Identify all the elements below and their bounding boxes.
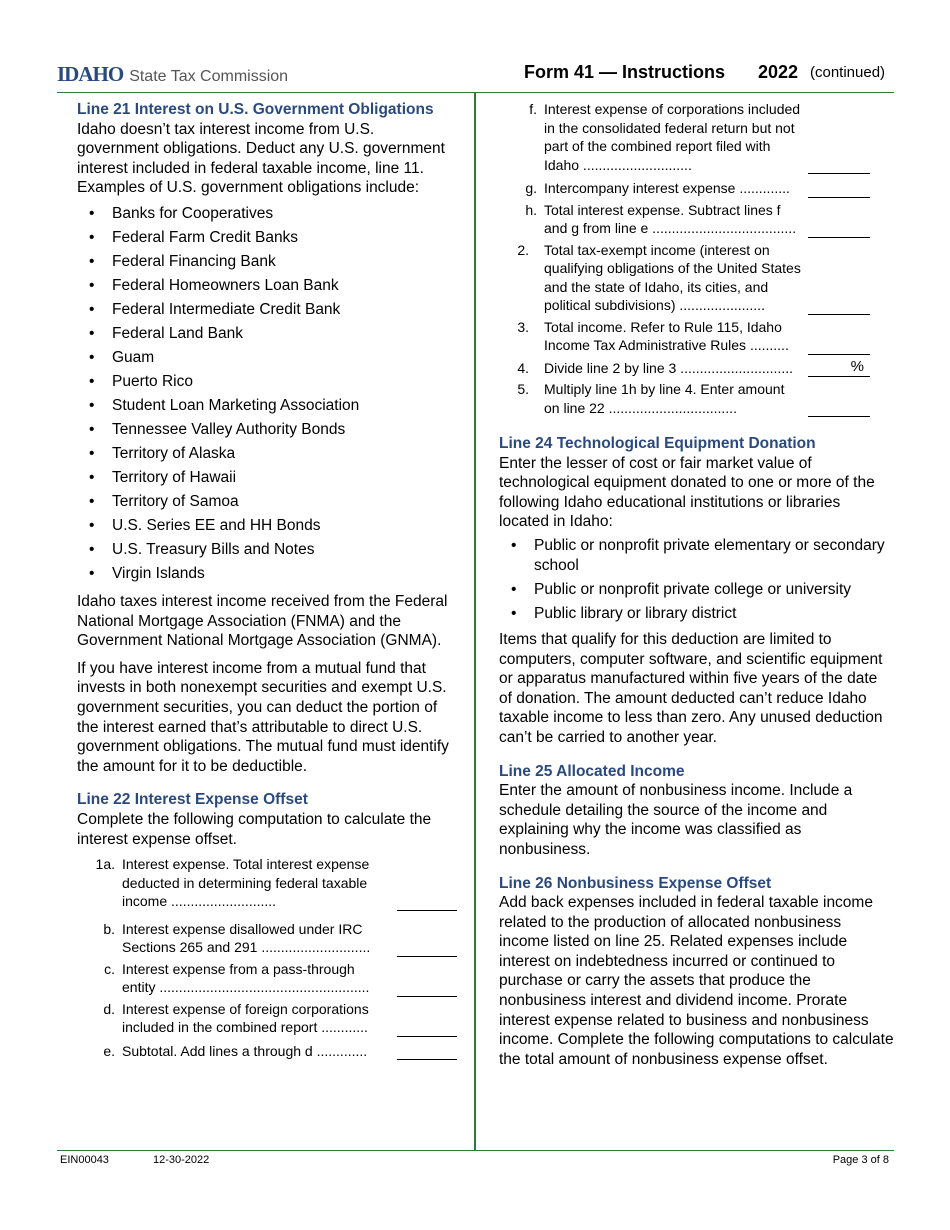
- row-text: Total interest expense. Subtract lines f and g from line e .....................................: [544, 201, 797, 236]
- computation-row-5: [499, 380, 894, 417]
- line21-paragraph-fnma: Idaho taxes interest income received from the Federal National Mortgage Association (FNMA) and the Government National Mortgage Association (GNMA).: [77, 592, 448, 650]
- column-divider: [474, 92, 476, 1150]
- footer-code: EIN00043: [60, 1154, 109, 1166]
- computation-row-1b: [77, 920, 457, 957]
- list-item: • Territory of Hawaii: [77, 466, 457, 490]
- row-label: g.: [525, 180, 537, 196]
- line21-heading: Line 21 Interest on U.S. Government Obligations: [77, 101, 434, 118]
- amount-line: [397, 910, 457, 911]
- row-label: 3.: [517, 318, 529, 335]
- line22-intro: Complete the following computation to calculate the interest expense offset.: [77, 810, 432, 848]
- computation-row-1e: [77, 1042, 457, 1061]
- row-label: h.: [525, 201, 537, 218]
- row-label: 5.: [517, 381, 529, 397]
- line25-heading: Line 25 Allocated Income: [499, 762, 685, 780]
- row-label: b.: [103, 920, 115, 937]
- row-label: 2.: [517, 241, 529, 258]
- list-item: • Territory of Alaska: [77, 442, 457, 466]
- amount-line: [808, 173, 870, 174]
- line22-heading: Line 22 Interest Expense Offset: [77, 791, 308, 809]
- row-text: Interest expense of corporations included in the consolidated federal return but not part of the combined report filed with Idaho ............................: [544, 101, 801, 173]
- list-item: • Public or nonprofit private college or university: [499, 580, 894, 600]
- amount-line: [808, 416, 870, 417]
- amount-line: [808, 354, 870, 355]
- list-item: • Federal Intermediate Credit Bank: [77, 298, 457, 322]
- amount-line: [808, 314, 870, 315]
- list-item: • Puerto Rico: [77, 370, 457, 394]
- left-column: [77, 100, 457, 1063]
- line24-heading: Line 24 Technological Equipment Donation: [499, 435, 816, 452]
- line24-paragraph: Items that qualify for this deduction are limited to computers, computer software, and scientific equipment or apparatus manufactured within five years of the date of donation. The amount deducted can’t reduce Idaho taxable income to less than zero. Any unused deduction can’t be carried to another year.: [499, 630, 883, 746]
- footer-date: 12-30-2022: [153, 1154, 210, 1166]
- form-title: Form 41 — Instructions: [524, 62, 726, 82]
- amount-line: [397, 956, 457, 957]
- computation-row-1d: [77, 1000, 457, 1037]
- list-item: • Guam: [77, 346, 457, 370]
- row-label: 1a.: [95, 856, 115, 873]
- row-text: Interest expense from a pass-through entity ......................................................: [122, 960, 370, 996]
- amount-line: [397, 996, 457, 997]
- list-item: • Federal Financing Bank: [77, 250, 457, 274]
- footer-rule: [57, 1150, 894, 1151]
- row-label: c.: [104, 960, 115, 977]
- amount-line: [397, 1036, 457, 1037]
- page-header: [0, 0, 950, 92]
- institutions-list: [499, 536, 894, 624]
- footer-page-number: Page 3 of 8: [832, 1154, 889, 1166]
- obligations-list: [77, 202, 457, 586]
- computation-row-1c: [77, 960, 457, 997]
- row-text: Total income. Refer to Rule 115, Idaho Income Tax Administrative Rules ..........: [544, 318, 789, 353]
- computation-row-1g: [499, 179, 894, 198]
- row-text: Interest expense. Total interest expense deducted in determining federal taxable income ...........................: [122, 856, 370, 910]
- computation-row-2: [499, 241, 894, 315]
- idaho-tax-logo: [57, 62, 288, 84]
- computation-row-1h: [499, 201, 894, 238]
- list-item: • Banks for Cooperatives: [77, 202, 457, 226]
- line26-heading: Line 26 Nonbusiness Expense Offset: [499, 874, 772, 892]
- line25-text: Enter the amount of nonbusiness income. Include a schedule detailing the source of the income and explaining why the income was classified as nonbusiness.: [499, 782, 853, 858]
- row-text: Divide line 2 by line 3 .............................: [544, 359, 793, 376]
- row-label: 4.: [517, 359, 529, 376]
- row-text: Interest expense of foreign corporations included in the combined report ............: [122, 1000, 369, 1036]
- amount-line: [808, 197, 870, 198]
- row-label: f.: [529, 101, 537, 117]
- line26-text: Add back expenses included in federal taxable income related to the production of allocated nonbusiness income listed on line 25. Related expenses include interest on indebtedness incurred or continued to purchase or carry the assets that produce the nonbusiness interest and dividend income. Prorate interest expense related to business and nonbusiness income. Complete the following computations to calculate the total amount of nonbusiness expense offset.: [499, 894, 894, 1068]
- form-year: 2022: [758, 62, 799, 82]
- logo-wordmark: IDAHO: [57, 62, 124, 86]
- list-item: • Virgin Islands: [77, 562, 457, 586]
- list-item: • U.S. Series EE and HH Bonds: [77, 514, 457, 538]
- computation-row-1a: [77, 855, 457, 911]
- line21-intro: Idaho doesn’t tax interest income from U.S. government obligations. Deduct any U.S. government interest included in federal taxable income, line 11. Examples of U.S. government obligations include:: [77, 120, 445, 197]
- amount-line: [808, 376, 870, 377]
- list-item: • U.S. Treasury Bills and Notes: [77, 538, 457, 562]
- list-item: • Student Loan Marketing Association: [77, 394, 457, 418]
- row-text: Subtotal. Add lines a through d .............: [122, 1042, 368, 1059]
- row-text: Intercompany interest expense .............: [544, 180, 790, 196]
- computation-row-3: [499, 318, 894, 355]
- agency-name: State Tax Commission: [129, 68, 289, 85]
- list-item: • Tennessee Valley Authority Bonds: [77, 418, 457, 442]
- amount-line: [808, 237, 870, 238]
- line21-paragraph-mutual-fund: If you have interest income from a mutual fund that invests in both nonexempt securities and exempt U.S. government securities, you can deduct the portion of the interest earned that’s attributable to direct U.S. government obligations. The mutual fund must identify the amount for it to be deductible.: [77, 659, 449, 775]
- row-text: Multiply line 1h by line 4. Enter amount on line 22 .................................: [544, 381, 785, 416]
- amount-line: [397, 1059, 457, 1060]
- line24-intro: Enter the lesser of cost or fair market value of technological equipment donated to one or more of the following Idaho educational institutions or libraries located in Idaho:: [499, 454, 875, 531]
- computation-row-1f: [499, 100, 894, 174]
- row-text: Interest expense disallowed under IRC Sections 265 and 291 ............................: [122, 920, 371, 956]
- list-item: • Federal Land Bank: [77, 322, 457, 346]
- row-label: d.: [103, 1000, 115, 1017]
- list-item: • Public or nonprofit private elementary or secondary school: [499, 536, 894, 576]
- percent-sign: %: [850, 357, 864, 375]
- computation-row-4: [499, 359, 894, 378]
- line22-computation: [77, 855, 457, 1060]
- list-item: • Public library or library district: [499, 604, 894, 624]
- row-text: Total tax-exempt income (interest on qualifying obligations of the United States and the state of Idaho, its cities, and political subdivisions) ......................: [544, 241, 801, 313]
- list-item: • Territory of Samoa: [77, 490, 457, 514]
- line22-computation-continued: [499, 100, 894, 417]
- right-column: [499, 100, 894, 1069]
- continued-label: (continued): [810, 64, 886, 81]
- list-item: • Federal Homeowners Loan Bank: [77, 274, 457, 298]
- row-label: e.: [103, 1042, 115, 1059]
- list-item: • Federal Farm Credit Banks: [77, 226, 457, 250]
